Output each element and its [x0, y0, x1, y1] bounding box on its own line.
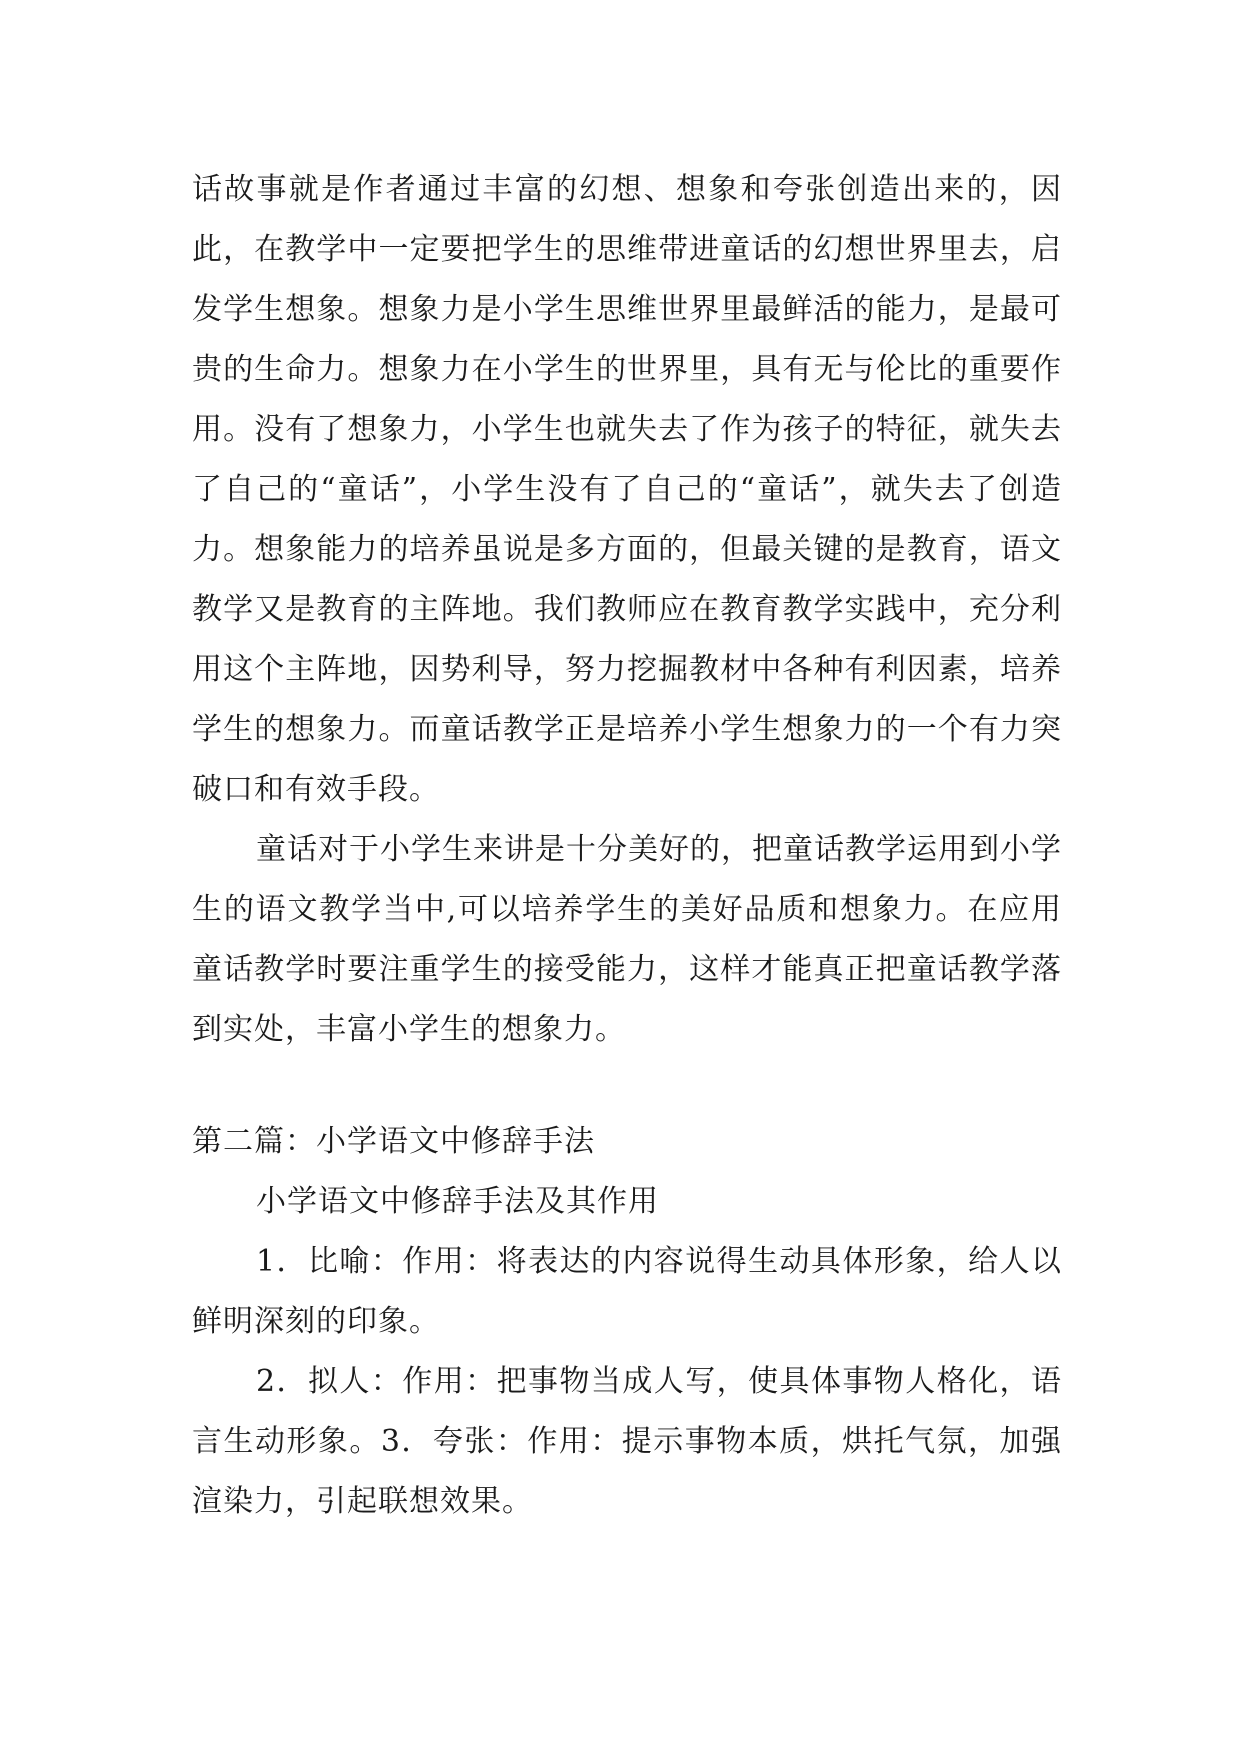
document-body	[192, 160, 1062, 1532]
list-item-metaphor: 1．比喻：作用：将表达的内容说得生动具体形象，给人以鲜明深刻的印象。	[192, 1244, 1062, 1339]
paragraph-conclusion: 童话对于小学生来讲是十分美好的，把童话教学运用到小学生的语文教学当中,可以培养学生的美好品质和想象力。在应用童话教学时要注重学生的接受能力，这样才能真正把童话教学落到实处，丰富小学生的想象力。	[192, 832, 1062, 1047]
section-subheading: 小学语文中修辞手法及其作用	[256, 1184, 659, 1219]
paragraph-continued: 话故事就是作者通过丰富的幻想、想象和夸张创造出来的，因此，在教学中一定要把学生的思维带进童话的幻想世界里去，启发学生想象。想象力是小学生思维世界里最鲜活的能力，是最可贵的生命力。想象力在小学生的世界里，具有无与伦比的重要作用。没有了想象力，小学生也就失去了作为孩子的特征，就失去了自己的“童话”，小学生没有了自己的“童话”，就失去了创造力。想象能力的培养虽说是多方面的，但最关键的是教育，语文教学又是教育的主阵地。我们教师应在教育教学实践中，充分利用这个主阵地，因势利导，努力挖掘教材中各种有利因素，培养学生的想象力。而童话教学正是培养小学生想象力的一个有力突破口和有效手段。	[192, 172, 1062, 807]
list-item-personification: 2．拟人：作用：把事物当成人写，使具体事物人格化，语言生动形象。3．夸张：作用：提示事物本质，烘托气氛，加强渲染力，引起联想效果。	[192, 1364, 1062, 1519]
section-heading: 第二篇：小学语文中修辞手法	[192, 1124, 595, 1159]
